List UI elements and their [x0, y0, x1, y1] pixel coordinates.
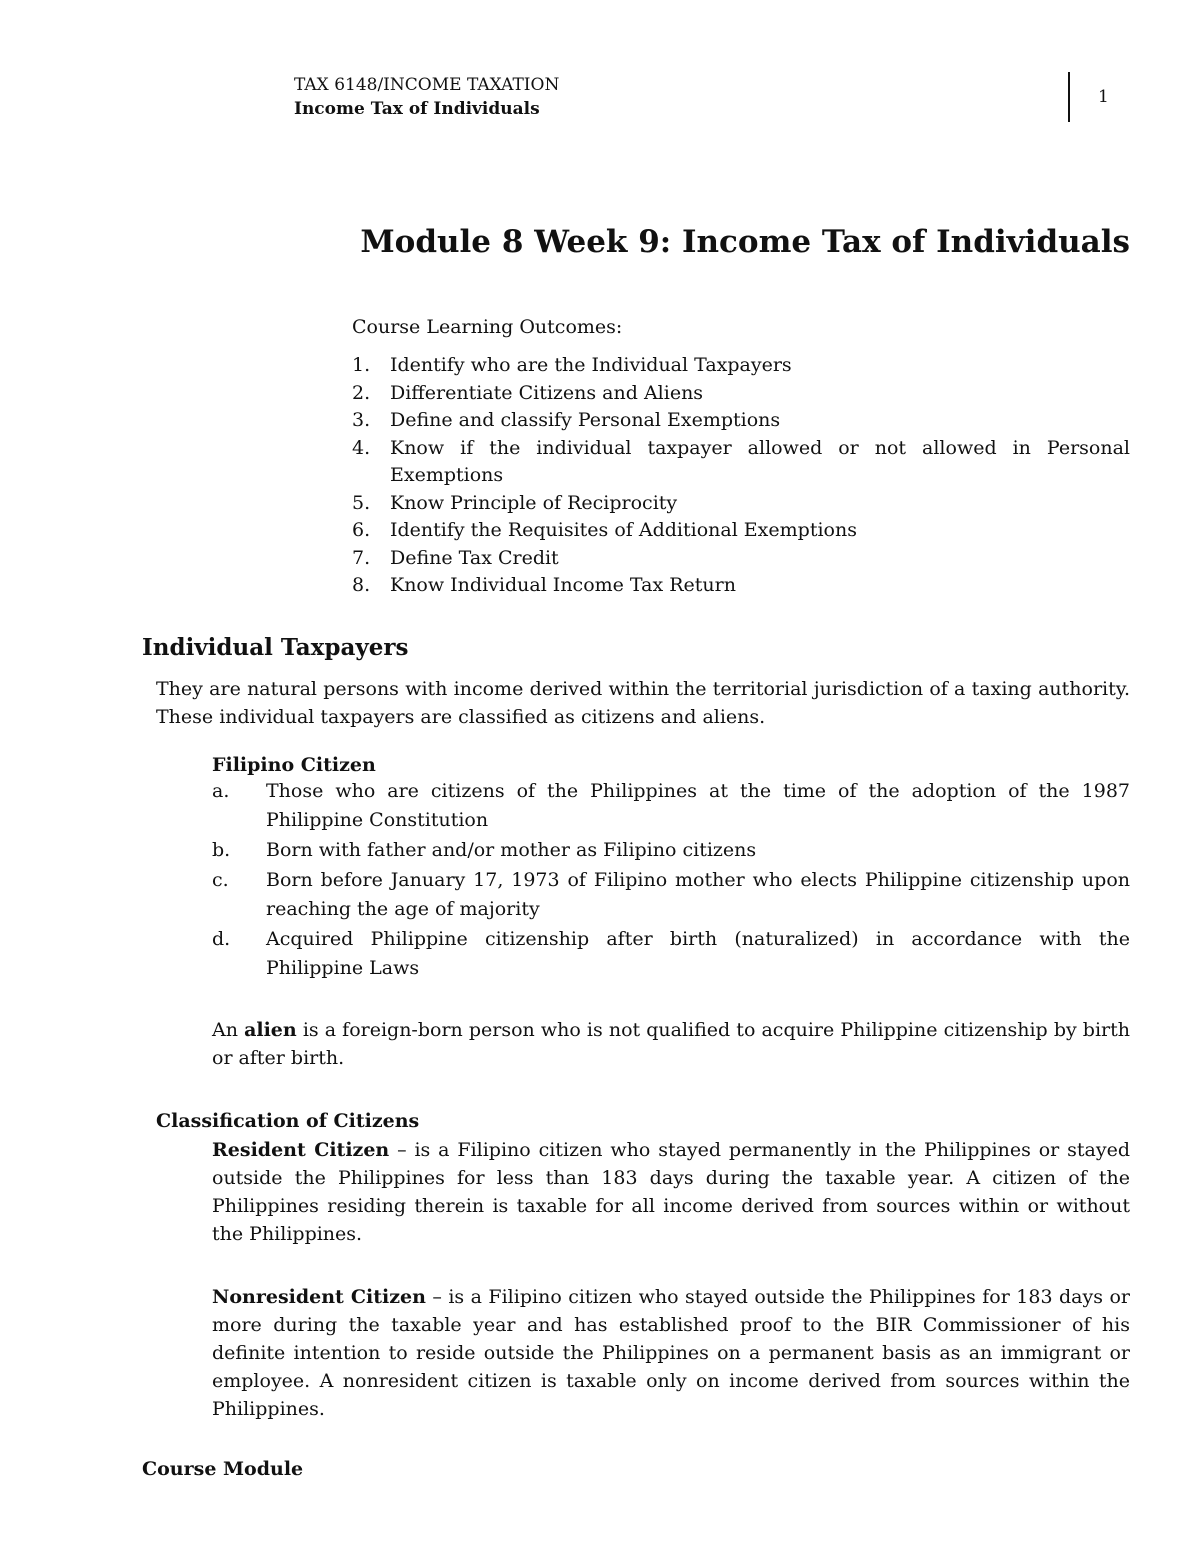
resident-citizen-term: Resident Citizen	[212, 1139, 390, 1161]
resident-citizen-paragraph	[212, 1136, 1130, 1248]
list-item-text: Know Principle of Reciprocity	[390, 491, 678, 514]
list-item	[212, 866, 1130, 924]
list-item-number: 3.	[352, 409, 371, 431]
list-item-text: Identify the Requisites of Additional Exemptions	[390, 519, 857, 541]
list-item	[352, 380, 1130, 408]
list-item	[352, 407, 1130, 435]
list-item-number: 7.	[352, 546, 371, 569]
alien-paragraph	[212, 1016, 1130, 1072]
list-item-number: 8.	[352, 574, 371, 596]
list-item-text: Know Individual Income Tax Return	[390, 574, 736, 596]
nonresident-citizen-term: Nonresident Citizen	[212, 1286, 426, 1308]
nonresident-citizen-definition: – is a Filipino citizen who stayed outside the Philippines for 183 days or more during the taxable year and has established proof to the BIR Commissioner of his definite intention to reside outside the Philippines on a permanent basis as an immigrant or employee. A nonresident citizen is taxable only on income derived from sources within the Philippines.	[212, 1286, 1130, 1420]
list-item-marker: b.	[212, 839, 231, 861]
list-item-number: 2.	[352, 381, 371, 404]
list-item	[352, 490, 1130, 518]
filipino-citizen-list	[212, 777, 1130, 984]
list-item	[352, 572, 1130, 600]
list-item-text: Those who are citizens of the Philippines at the time of the adoption of the 1987 Philippine Constitution	[266, 780, 1130, 831]
list-item-number: 5.	[352, 491, 371, 514]
alien-definition: is a foreign-born person who is not qualified to acquire Philippine citizenship by birth or after birth.	[212, 1019, 1130, 1069]
header-subtitle: Income Tax of Individuals	[294, 99, 540, 119]
list-item-number: 1.	[352, 354, 371, 376]
list-item-text: Identify who are the Individual Taxpayers	[390, 354, 792, 376]
list-item	[212, 925, 1130, 983]
list-item-text: Born with father and/or mother as Filipino citizens	[266, 839, 757, 861]
footer-course-module: Course Module	[142, 1458, 304, 1480]
list-item-marker: c.	[212, 869, 229, 891]
learning-outcomes-list	[352, 352, 1130, 600]
list-item-text: Define and classify Personal Exemptions	[390, 409, 781, 431]
list-item	[212, 836, 1130, 865]
list-item-number: 4.	[352, 436, 371, 459]
header-divider	[1068, 72, 1070, 122]
alien-term: alien	[244, 1019, 297, 1041]
filipino-citizen-heading: Filipino Citizen	[212, 754, 376, 776]
list-item-number: 6.	[352, 519, 371, 541]
list-item	[352, 352, 1130, 380]
list-item-marker: a.	[212, 780, 230, 802]
resident-citizen-definition: – is a Filipino citizen who stayed permanently in the Philippines or stayed outside the Philippines for less than 183 days during the taxable year. A citizen of the Philippines residing therein is taxable for all income derived from sources within or without the Philippines.	[212, 1139, 1130, 1245]
list-item-text: Define Tax Credit	[390, 546, 559, 569]
header-course-code: TAX 6148/INCOME TAXATION	[294, 75, 560, 95]
section-heading-individual-taxpayers: Individual Taxpayers	[142, 634, 409, 661]
document-title: Module 8 Week 9: Income Tax of Individuals	[360, 224, 1130, 260]
list-item-text: Differentiate Citizens and Aliens	[390, 381, 704, 404]
list-item	[352, 517, 1130, 545]
page-number: 1	[1098, 87, 1109, 107]
list-item	[212, 777, 1130, 835]
list-item-text: Know if the individual taxpayer allowed or not allowed in Personal Exemptions	[390, 436, 1130, 486]
alien-lead: An	[212, 1019, 245, 1041]
nonresident-citizen-paragraph	[212, 1283, 1130, 1423]
list-item-text: Born before January 17, 1973 of Filipino mother who elects Philippine citizenship upon reaching the age of majority	[266, 869, 1130, 920]
list-item-marker: d.	[212, 928, 231, 950]
learning-outcomes-heading: Course Learning Outcomes:	[352, 316, 623, 338]
list-item	[352, 545, 1130, 573]
classification-heading: Classification of Citizens	[156, 1110, 420, 1132]
intro-paragraph: They are natural persons with income derived within the territorial jurisdiction of a taxing authority. These individual taxpayers are classified as citizens and aliens.	[156, 678, 1130, 728]
list-item	[352, 435, 1130, 490]
list-item-text: Acquired Philippine citizenship after birth (naturalized) in accordance with the Philippine Laws	[266, 928, 1130, 979]
